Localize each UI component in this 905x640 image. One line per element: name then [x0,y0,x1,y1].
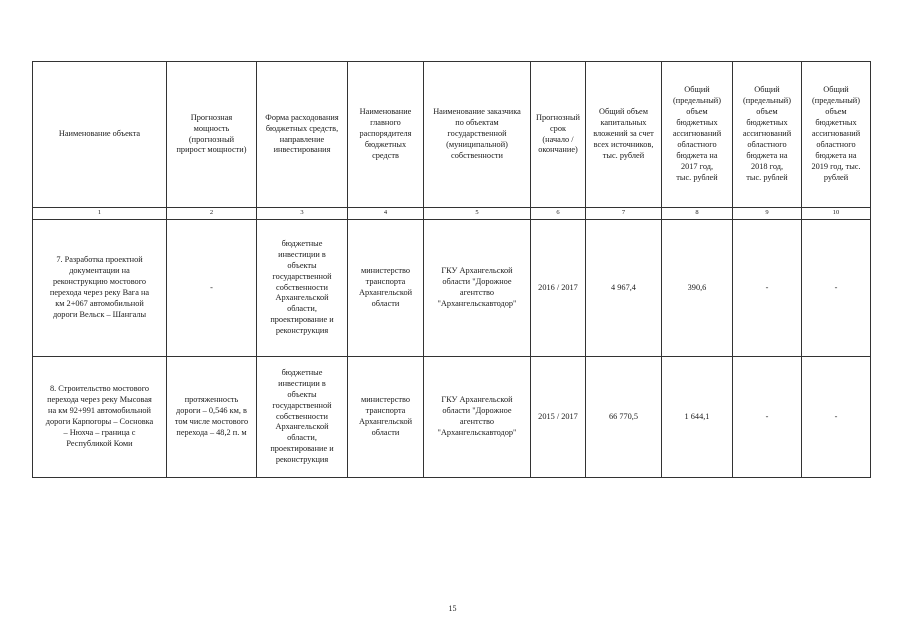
budget-2019-cell: - [802,220,871,357]
header-budget-2017: Общий (предельный) объем бюджетных ассигнований областного бюджета на 2017 год, тыс. рублей [662,62,733,208]
column-number: 6 [531,208,586,220]
header-customer: Наименование заказчика по объектам государственной (муниципальной) собственности [424,62,531,208]
header-budget-2019: Общий (предельный) объем бюджетных ассигнований областного бюджета на 2019 год, тыс. рублей [802,62,871,208]
object-name-cell: 8. Строительство мостового перехода через реку Мысовая на км 92+991 автомобильной дороги Карпогоры – Сосновка – Нюхча – граница с Республикой Коми [33,357,167,478]
header-spending-form: Форма расходования бюджетных средств, направление инвестирования [257,62,348,208]
customer-cell: ГКУ Архангельской области "Дорожное агентство "Архангельскавтодор" [424,357,531,478]
header-budget-manager: Наименование главного распорядителя бюджетных средств [348,62,424,208]
term-cell: 2016 / 2017 [531,220,586,357]
column-number: 2 [167,208,257,220]
header-term: Прогнозный срок (начало / окончание) [531,62,586,208]
budget-2017-cell: 1 644,1 [662,357,733,478]
budget-investment-table [32,61,871,478]
object-name-cell: 7. Разработка проектной документации на реконструкцию мостового перехода через реку Вага на км 2+067 автомобильной дороги Вельск – Шангалы [33,220,167,357]
total-investment-cell: 66 770,5 [586,357,662,478]
header-capacity: Прогнозная мощность (прогнозный прирост мощности) [167,62,257,208]
total-investment-cell: 4 967,4 [586,220,662,357]
column-number: 3 [257,208,348,220]
capacity-cell: - [167,220,257,357]
capacity-cell: протяженность дороги – 0,546 км, в том числе мостового перехода – 48,2 п. м [167,357,257,478]
budget-manager-cell: министерство транспорта Архангельской области [348,357,424,478]
header-total-investment: Общий объем капитальных вложений за счет всех источников, тыс. рублей [586,62,662,208]
header-budget-2018: Общий (предельный) объем бюджетных ассигнований областного бюджета на 2018 год, тыс. рублей [733,62,802,208]
column-number: 8 [662,208,733,220]
header-row [33,62,871,208]
page-number: 15 [448,604,457,613]
budget-2018-cell: - [733,220,802,357]
column-number: 10 [802,208,871,220]
column-number-row [33,208,871,220]
budget-manager-cell: министерство транспорта Архангельской области [348,220,424,357]
budget-2017-cell: 390,6 [662,220,733,357]
table-row [33,357,871,478]
column-number: 4 [348,208,424,220]
table-row [33,220,871,357]
budget-2019-cell: - [802,357,871,478]
term-cell: 2015 / 2017 [531,357,586,478]
spending-form-cell: бюджетные инвестиции в объекты государственной собственности Архангельской области, проектирование и реконструкция [257,220,348,357]
column-number: 5 [424,208,531,220]
column-number: 9 [733,208,802,220]
column-number: 7 [586,208,662,220]
budget-2018-cell: - [733,357,802,478]
column-number: 1 [33,208,167,220]
header-object-name: Наименование объекта [33,62,167,208]
customer-cell: ГКУ Архангельской области "Дорожное агентство "Архангельскавтодор" [424,220,531,357]
spending-form-cell: бюджетные инвестиции в объекты государственной собственности Архангельской области, проектирование и реконструкция [257,357,348,478]
